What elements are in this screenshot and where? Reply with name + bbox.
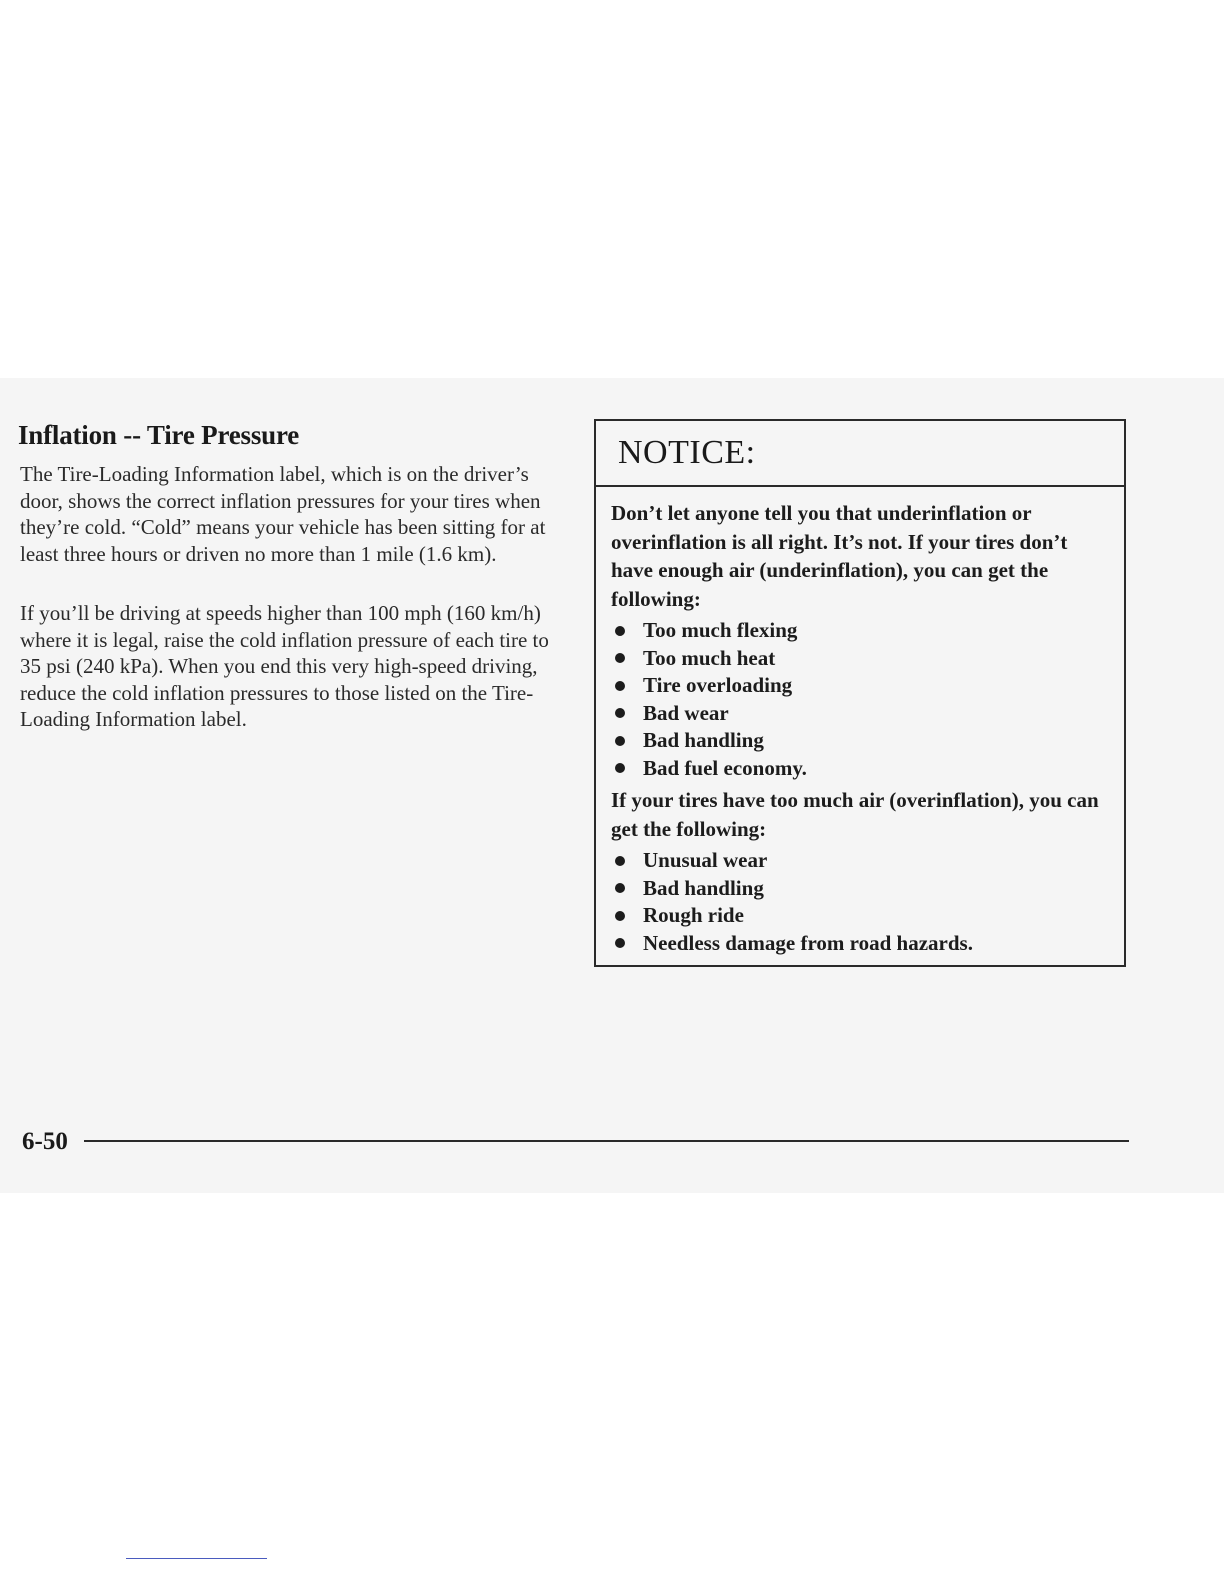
list-item: [611, 930, 1108, 958]
bullet-icon: [615, 911, 625, 921]
page-number: 6-50: [22, 1128, 68, 1155]
list-item: [611, 672, 1108, 700]
bullet-icon: [615, 681, 625, 691]
list-item-text: Needless damage from road hazards.: [643, 930, 973, 955]
list-item: [611, 847, 1108, 875]
list-item-text: Rough ride: [643, 903, 744, 927]
bullet-icon: [615, 653, 625, 663]
list-item-text: Tire overloading: [643, 673, 793, 697]
list-item-text: Unusual wear: [643, 848, 768, 872]
bottom-underline: [126, 1558, 267, 1559]
list-item: [611, 755, 1108, 783]
list-item: [611, 617, 1108, 645]
bullet-icon: [615, 626, 625, 636]
list-item-text: Too much heat: [643, 645, 776, 670]
list-item-text: Bad handling: [643, 875, 764, 900]
list-item: [611, 645, 1108, 673]
bullet-icon: [615, 763, 625, 773]
underinflation-list: [611, 617, 1108, 782]
list-item: [611, 700, 1108, 728]
notice-intro: Don’t let anyone tell you that underinflation or overinflation is all right. It’s not. If your tires don’t have enough air (underinflation), you can get the following:: [611, 501, 1068, 611]
notice-title: NOTICE:: [618, 434, 756, 471]
bullet-icon: [615, 856, 625, 866]
paragraph-text: If you’ll be driving at speeds higher than 100 mph (160 km/h) where it is legal, raise the cold inflation pressure of each tire to 35 psi (240 kPa). When you end this very high-speed driving, reduce the cold inflation pressures to those listed on the Tire-Loading Information label.: [20, 601, 549, 731]
notice-over-intro: If your tires have too much air (overinflation), you can get the following:: [611, 788, 1099, 841]
notice-body: [596, 487, 1124, 957]
overinflation-list: [611, 847, 1108, 957]
list-item: [611, 875, 1108, 903]
bullet-icon: [615, 883, 625, 893]
paragraph-cold-pressure: [20, 461, 565, 567]
bullet-icon: [615, 736, 625, 746]
list-item-text: Bad wear: [643, 700, 729, 725]
notice-box: [594, 419, 1126, 967]
list-item-text: Bad handling: [643, 728, 764, 752]
list-item: [611, 727, 1108, 755]
list-item-text: Too much flexing: [643, 618, 798, 642]
footer-rule: [84, 1140, 1129, 1142]
paragraph-high-speed: [20, 600, 565, 733]
bullet-icon: [615, 938, 625, 948]
paragraph-text: The Tire-Loading Information label, which is on the driver’s door, shows the correct inflation pressures for your tires when they’re cold. “Cold” means your vehicle has been sitting for at least three hours or driven no more than 1 mile (1.6 km).: [20, 462, 546, 566]
notice-header: [596, 421, 1124, 487]
list-item: [611, 902, 1108, 930]
section-heading: Inflation -- Tire Pressure: [18, 420, 300, 450]
list-item-text: Bad fuel economy.: [643, 755, 807, 780]
bullet-icon: [615, 708, 625, 718]
